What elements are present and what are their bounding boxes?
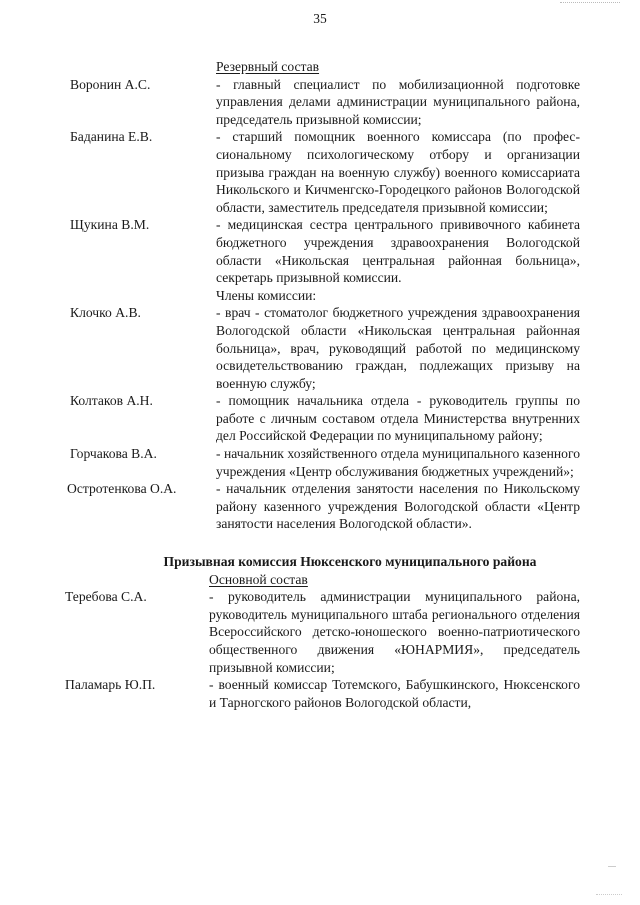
member-name: Баданина Е.В.	[70, 129, 153, 145]
commission-entry	[0, 128, 640, 216]
scan-corner-mark	[560, 2, 620, 8]
member-description: - руководитель администрации муниципального района, руководитель муниципального штаба регионального отделения Всероссийского детско-юношеского военно-патриотического общественного движения «ЮНАРМИЯ», председатель призывной комиссии;	[209, 589, 580, 675]
commission-entry	[0, 445, 640, 480]
section-title: Призывная комиссия Нюксенского муниципального района	[163, 554, 537, 570]
member-name: Паламарь Ю.П.	[65, 677, 156, 693]
member-description: - главный специалист по мобилизационной подготовке управления делами администрации муниципального района, председатель призывной комиссии;	[216, 76, 580, 127]
commission-entry	[0, 304, 640, 392]
member-description: - начальник отделения занятости населения по Никольскому району казенного учреждения Вологодской области «Центр занятости населения Вологодской области».	[216, 481, 580, 532]
commission-entry	[0, 676, 640, 711]
commission-entry	[0, 392, 640, 445]
scan-corner-mark-bottom	[596, 894, 622, 899]
member-name: Щукина В.М.	[70, 217, 150, 233]
member-name: Теребова С.А.	[65, 589, 147, 605]
page-number: 35	[313, 11, 327, 26]
commission-entry	[0, 480, 640, 533]
member-name: Клочко А.В.	[70, 305, 141, 321]
reserve-composition-heading: Резервный состав	[216, 59, 320, 74]
document-body	[0, 58, 640, 711]
commission-entry	[0, 216, 640, 286]
commission-entry	[0, 588, 640, 676]
member-description: - врач - стоматолог бюджетного учреждения здравоохранения Вологодской области «Никольская центральная районная больница», врач, руководящий работой по медицинскому освидетельствованию граждан, подлежащих призыву на военную службу;	[216, 305, 580, 391]
member-description: - помощник начальника отдела - руководитель группы по работе с личным составом отдела Министерства внутренних дел Российской Федерации по муниципальному району;	[216, 393, 580, 444]
member-name: Горчакова В.А.	[70, 446, 157, 462]
members-label: Члены комиссии:	[216, 287, 317, 303]
member-description: - медицинская сестра центрального прививочного кабинета бюджетного учреждения здравоохранения Вологодской области «Никольская центральная районная больница», секретарь призывной комиссии.	[216, 217, 580, 286]
member-name: Колтаков А.Н.	[70, 393, 153, 409]
member-description: - военный комиссар Тотемского, Бабушкинского, Нюксенского и Тарногского районов Вологодской области,	[209, 677, 580, 710]
member-name: Остротенкова О.А.	[67, 481, 177, 497]
scan-edge-mark	[608, 866, 616, 867]
main-composition-heading: Основной состав	[209, 571, 308, 587]
member-description: - начальник хозяйственного отдела муниципального казенного учреждения «Центр обслуживания бюджетных учреждений»;	[216, 446, 580, 479]
commission-entry	[0, 76, 640, 129]
member-description: - старший помощник военного комиссара (по профессиональному психологическому отбору и организации призыва граждан на военную службу) военного комиссариата Никольского и Кичменгско-Городецкого районов Вологодской области, заместитель председателя призывной комиссии;	[216, 129, 580, 215]
member-name: Воронин А.С.	[70, 76, 151, 92]
